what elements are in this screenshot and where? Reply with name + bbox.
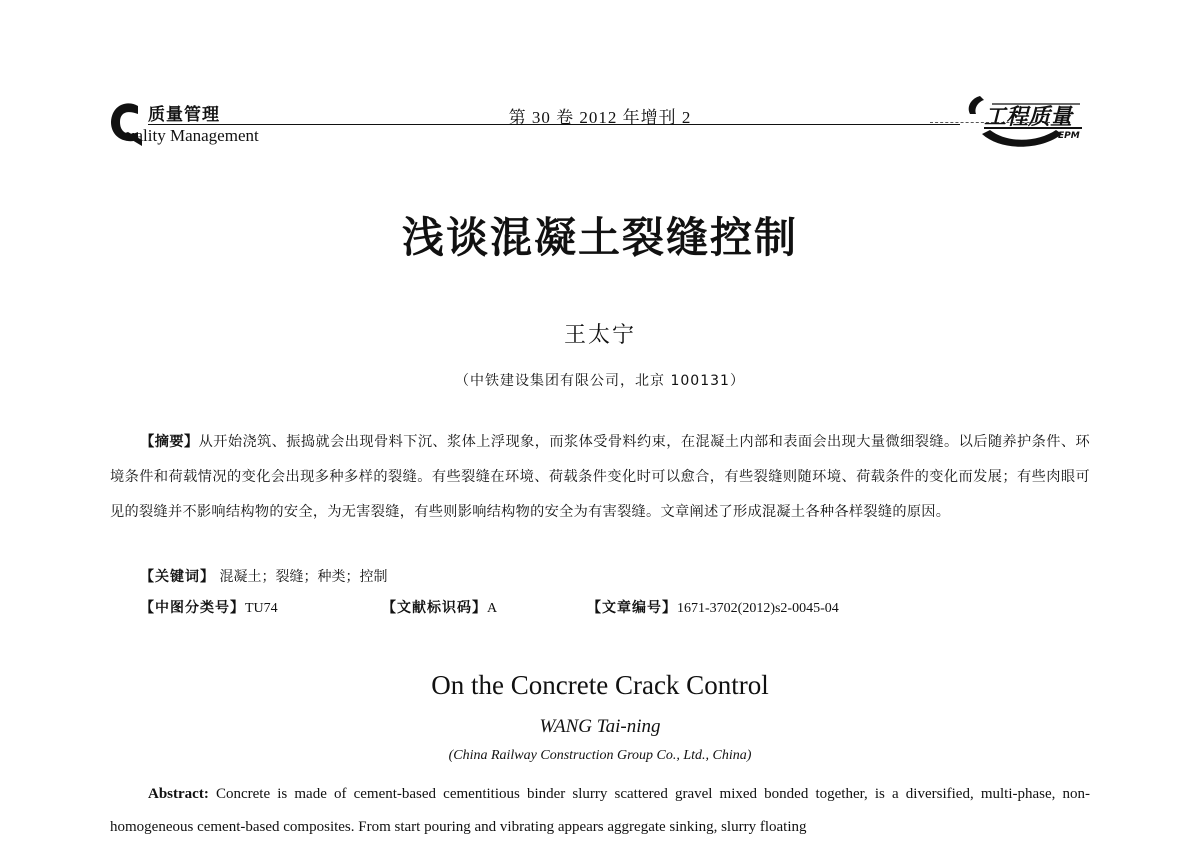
paper-title-cn: 浅谈混凝土裂缝控制 xyxy=(401,213,798,262)
clc-label: 【中图分类号】 xyxy=(140,600,245,616)
article-no-value: 1671-3702(2012)s2-0045-04 xyxy=(677,601,839,616)
keywords-line xyxy=(140,566,387,586)
clc-line xyxy=(140,597,278,617)
brand-logo-text: 工程质量 xyxy=(984,105,1073,130)
paper-title-en: On the Concrete Crack Control xyxy=(431,670,769,700)
article-no-label: 【文章编号】 xyxy=(587,600,677,616)
engineering-quality-brand-logo xyxy=(962,88,1092,158)
affiliation-cn: （中铁建设集团有限公司，北京 100131） xyxy=(455,373,745,389)
abstract-en xyxy=(110,778,1090,844)
abstract-cn-label: 【摘要】 xyxy=(140,434,199,450)
doc-code-label: 【文献标识码】 xyxy=(382,600,487,616)
clc-value: TU74 xyxy=(245,601,278,616)
keywords-value: 混凝土；裂缝；种类；控制 xyxy=(219,569,388,585)
brand-logo-subtext: EPM xyxy=(1058,131,1080,141)
abstract-cn-text: 从开始浇筑、振捣就会出现骨料下沉、浆体上浮现象，而浆体受骨料约束，在混凝土内部和表面会出现大量微细裂缝。以后随养护条件、环境条件和荷载情况的变化会出现多种多样的裂缝。有些裂缝在环境、荷载条件变化时可以愈合，有些裂缝则随环境、荷载条件的变化而发展；有些肉眼可见的裂缝并不影响结构物的安全，为无害裂缝，有些则影响结构物的安全为有害裂缝。文章阐述了形成混凝土各种各样裂缝的原因。 xyxy=(110,434,1090,520)
article-no-line xyxy=(587,597,839,617)
author-en: WANG Tai-ning xyxy=(539,716,661,737)
keywords-label: 【关键词】 xyxy=(140,569,215,585)
doc-code-line xyxy=(382,597,497,617)
abstract-en-text: Concrete is made of cement-based cementitious binder slurry scattered gravel mixed bonded together, is a diversified, multi-phase, non-homogeneous cement-based composites. From start pouring and vibrating appears aggregate sinking, slurry floating xyxy=(110,786,1091,835)
author-cn: 王太宁 xyxy=(563,323,636,348)
journal-name-en: uality Management xyxy=(127,126,259,145)
header-rule xyxy=(148,124,960,125)
abstract-en-label: Abstract: xyxy=(148,786,209,802)
abstract-cn xyxy=(110,425,1090,530)
affiliation-en: (China Railway Construction Group Co., Ltd., China) xyxy=(448,748,752,763)
issue-info: 第 30 卷 2012 年增刊 2 xyxy=(508,108,692,127)
journal-name-cn: 质量管理 xyxy=(148,105,220,125)
doc-code-value: A xyxy=(487,601,498,616)
